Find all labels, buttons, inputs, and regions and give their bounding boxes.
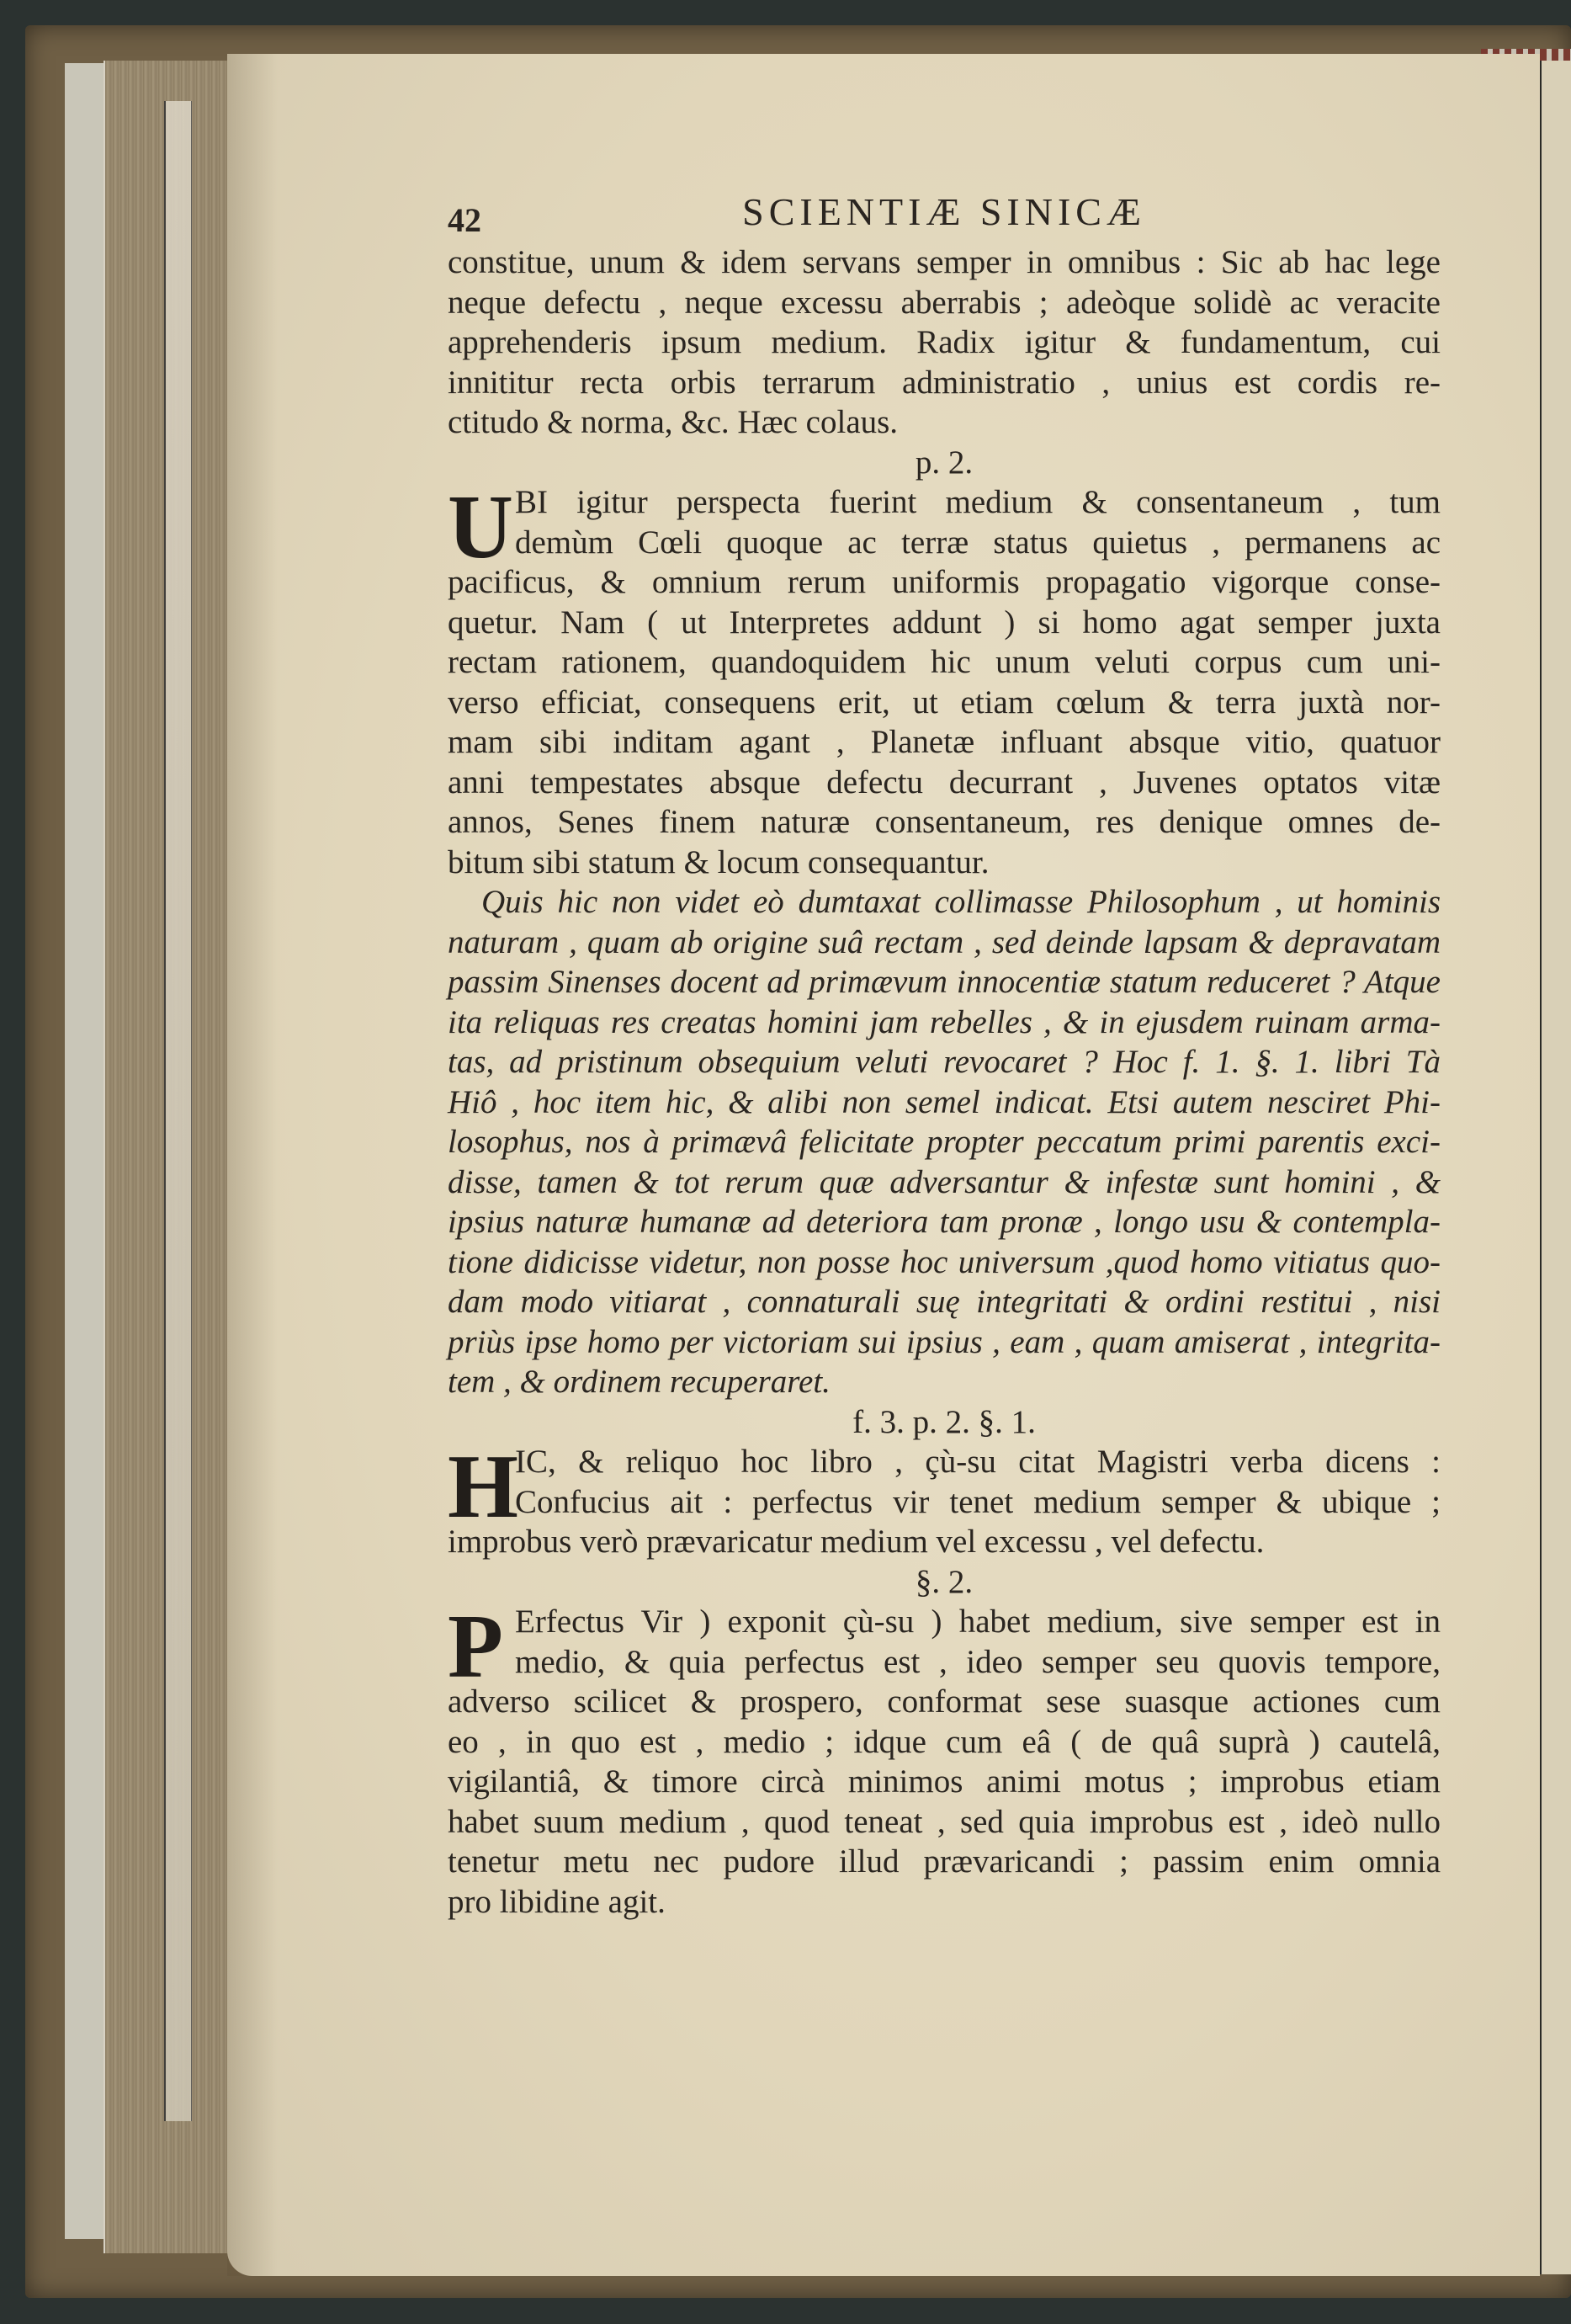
text-line: neque defectu , neque excessu aberrabis ; adeòque solidè ac veracite <box>448 284 1441 321</box>
text-line: habet suum medium , quod teneat , sed quia improbus est , ideò nullo <box>448 1803 1441 1840</box>
text-line: naturam , quam ab origine suâ rectam , sed deinde lapsam & depravatam <box>448 923 1441 960</box>
paragraph-4 <box>448 1437 1441 1562</box>
text-line: bitum sibi statum & locum consequantur. <box>448 843 990 880</box>
text-line: innititur recta orbis terrarum administratio , unius est cordis re- <box>448 364 1441 401</box>
page-number: 42 <box>448 201 481 239</box>
text-line: constitue, unum & idem servans semper in omnibus : Sic ab hac lege <box>448 244 1441 280</box>
text-line: Erfectus Vir ) exponit çù-su ) habet medium, sive semper est in <box>515 1603 1441 1640</box>
text-line: disse, tamen & tot rerum quæ adversantur & infestæ sunt homini , & <box>448 1163 1441 1200</box>
next-leaf-edge <box>1540 61 1571 2274</box>
running-title: SCIENTIÆ SINICÆ <box>742 190 1146 233</box>
text-line: priùs ipse homo per victoriam sui ipsius , eam , quam amiserat , integrita- <box>448 1323 1441 1360</box>
text-line: ipsius naturæ humanæ ad deteriora tam pronæ , longo usu & contempla- <box>448 1204 1441 1240</box>
paragraph-2 <box>448 477 1441 882</box>
drop-cap: P <box>448 1597 503 1697</box>
text-line: tione didicisse videtur, non posse hoc universum ,quod homo vitiatus quo- <box>448 1243 1441 1280</box>
text-line: medio, & quia perfectus est , ideo semper seu quovis tempore, <box>515 1643 1441 1680</box>
text-line: quetur. Nam ( ut Interpretes addunt ) si homo agat semper juxta <box>448 604 1441 641</box>
text-line: verso efficiat, consequens erit, ut etiam cœlum & terra juxtà nor- <box>448 683 1441 721</box>
text-line: Hiô , hoc item hic, & alibi non semel indicat. Etsi autem nesciret Phi- <box>448 1083 1441 1120</box>
text-line: Quis hic non videt eò dumtaxat collimasse Philosophum , ut hominis <box>481 884 1441 920</box>
drop-cap: H <box>448 1437 519 1537</box>
paragraph-1 <box>448 242 1441 443</box>
text-line: pacificus, & omnium rerum uniformis propagatio vigorque conse- <box>448 564 1441 600</box>
drop-cap: U <box>448 477 513 577</box>
text-block <box>448 192 1441 1922</box>
text-line: annos, Senes finem naturæ consentaneum, res denique omnes de- <box>448 804 1441 840</box>
text-line: vigilantiâ, & timore circà minimos animi motus ; improbus etiam <box>448 1763 1441 1800</box>
text-line: pro libidine agit. <box>448 1883 666 1920</box>
text-line: eo , in quo est , medio ; idque cum eâ ( de quâ suprà ) cautelâ, <box>448 1723 1441 1760</box>
text-line: ctitudo & norma, &c. Hæc colaus. <box>448 404 899 440</box>
text-line: dam modo vitiarat , connaturali suę integritati & ordini restitui , nisi <box>448 1284 1441 1320</box>
gutter-shadow <box>227 54 278 2276</box>
paragraph-5 <box>448 1597 1441 1922</box>
text-line: improbus verò prævaricatur medium vel excessu , vel defectu. <box>448 1524 1265 1560</box>
section-heading: p. 2. <box>915 444 974 481</box>
text-line: mam sibi inditam agant , Planetæ influant absque vitio, quatuor <box>448 724 1441 760</box>
section-heading: f. 3. p. 2. §. 1. <box>852 1403 1036 1440</box>
text-line: tem , & ordinem recuperaret. <box>448 1364 831 1400</box>
text-line: BI igitur perspecta fuerint medium & consentaneum , tum <box>515 484 1441 520</box>
text-line: anni tempestates absque defectu decurrant , Juvenes optatos vitæ <box>448 763 1441 800</box>
text-line: IC, & reliquo hoc libro , çù-su citat Magistri verba dicens : <box>515 1444 1441 1480</box>
text-line: losophus, nos à primævâ felicitate propter peccatum primi parentis exci- <box>448 1124 1441 1160</box>
flyleaf <box>65 63 107 2239</box>
text-line: demùm Cœli quoque ac terræ status quietus , permanens ac <box>515 524 1441 561</box>
section-heading: §. 2. <box>915 1563 974 1600</box>
running-head <box>448 192 1441 242</box>
fore-edge-label <box>164 101 192 2121</box>
text-line: adverso scilicet & prospero, conformat sese suasque actiones cum <box>448 1683 1441 1720</box>
text-line: Confucius ait : perfectus vir tenet medium semper & ubique ; <box>515 1483 1441 1520</box>
paragraph-3-italic <box>448 882 1441 1402</box>
text-line: apprehenderis ipsum medium. Radix igitur & fundamentum, cui <box>448 324 1441 360</box>
text-line: tenetur metu nec pudore illud prævaricandi ; passim enim omnia <box>448 1843 1441 1880</box>
text-line: ita reliquas res creatas homini jam rebelles , & in ejusdem ruinam arma- <box>448 1003 1441 1040</box>
text-line: rectam rationem, quandoquidem hic unum veluti corpus cum uni- <box>448 644 1441 680</box>
text-line: passim Sinenses docent ad primævum innocentiæ statum reduceret ? Atque <box>448 964 1441 1000</box>
text-line: tas, ad pristinum obsequium veluti revocaret ? Hoc f. 1. §. 1. libri Tà <box>448 1044 1441 1080</box>
